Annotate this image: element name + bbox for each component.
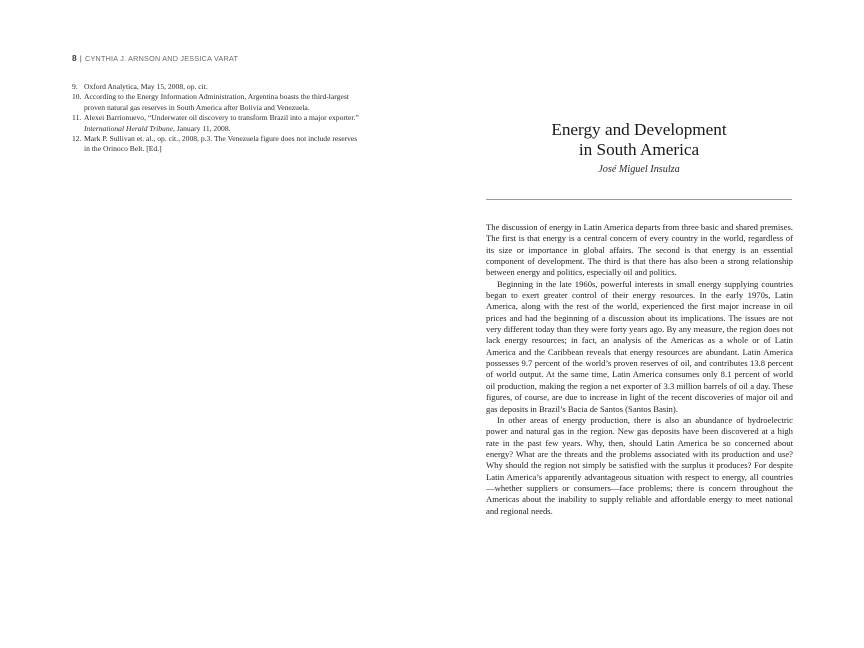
- endnote-publication: International Herald Tribune: [84, 123, 174, 133]
- chapter-body: [486, 222, 793, 517]
- endnote-text: Mark P. Sullivan et. al., op. cit., 2008, p.3. The Venezuela figure does not include reserves in the Orinoco Belt. [Ed.]: [84, 134, 358, 154]
- endnote-number: 12.: [72, 134, 82, 144]
- right-page: [432, 0, 864, 648]
- chapter-title-line-1: Energy and Development: [551, 120, 727, 139]
- running-head: [72, 53, 238, 64]
- chapter-title: [486, 120, 792, 160]
- chapter-title-line-2: in South America: [578, 140, 700, 159]
- title-divider: [486, 199, 792, 200]
- endnote-9: [72, 82, 364, 92]
- body-paragraph-3: In other areas of energy production, there is also an abundance of hydroelectric power and natural gas in the region. New gas deposits have been discovered at a high rate in the past few years. Why, then, should Latin America be so concerned about energy? What are the threats and the problems associated with its production and use? Why should the region not simply be satisfied with the surplus it produces? For despite Latin America’s apparently advantageous situation with respect to energy, all countries—whether suppliers or consumers—face problems; there is concern throughout the Americas about the inability to supply reliable and affordable energy to meet national and regional needs.: [486, 414, 793, 516]
- body-paragraph-1: The discussion of energy in Latin America departs from three basic and shared premises. The first is that energy is a central concern of every country in the world, regardless of its size or importance in global affairs. The second is that energy is an essential component of development. The third is that there has also been a strong relationship between energy and politics, especially oil and politics.: [486, 222, 793, 278]
- endnote-number: 9.: [72, 82, 78, 91]
- body-paragraph-2: Beginning in the late 1960s, powerful interests in small energy supplying countries began to exert greater control of their energy resources. In the early 1970s, Latin America, along with the rest of the world, experienced the first major increase in oil prices and had the beginning of a discussion about its implications. The issues are not very different today than they were forty years ago. By any measure, the region does not lack energy resources; in fact, an analysis of the Americas as a whole or of Latin America and the Caribbean reveals that energy resources are abundant. Latin America possesses 9.7 percent of the world’s proven reserves of oil, and contributes 13.8 percent of world output. At the same time, Latin America consumes only 8.1 percent of world oil production, making the region a net exporter of 3.3 million barrels of oil a day. These figures, of course, are due to increase in light of the recent discoveries of major oil and gas deposits in Brazil’s Bacia de Santos (Santos Basin).: [486, 278, 793, 414]
- endnote-number: 11.: [72, 113, 82, 123]
- endnote-12: [72, 134, 364, 155]
- chapter-author: José Miguel Insulza: [598, 164, 680, 175]
- endnote-text: Oxford Analytica, May 15, 2008, op. cit.: [84, 82, 208, 91]
- running-head-authors: CYNTHIA J. ARNSON AND JESSICA VARAT: [85, 54, 239, 63]
- endnote-number: 10.: [72, 92, 82, 102]
- page-number: 8: [72, 53, 77, 63]
- endnote-10: [72, 92, 364, 113]
- endnote-text: Alexei Barrionuevo, “Underwater oil discovery to transform Brazil into a major exporter.”: [84, 113, 359, 123]
- endnote-11: [72, 113, 364, 134]
- endnotes: [72, 82, 364, 155]
- endnote-text: , January 11, 2008.: [173, 123, 231, 133]
- endnote-text: According to the Energy Information Administration, Argentina boasts the third-largest proven natural gas reserves in South America after Bolivia and Venezuela.: [84, 92, 349, 112]
- running-head-separator: |: [79, 54, 83, 63]
